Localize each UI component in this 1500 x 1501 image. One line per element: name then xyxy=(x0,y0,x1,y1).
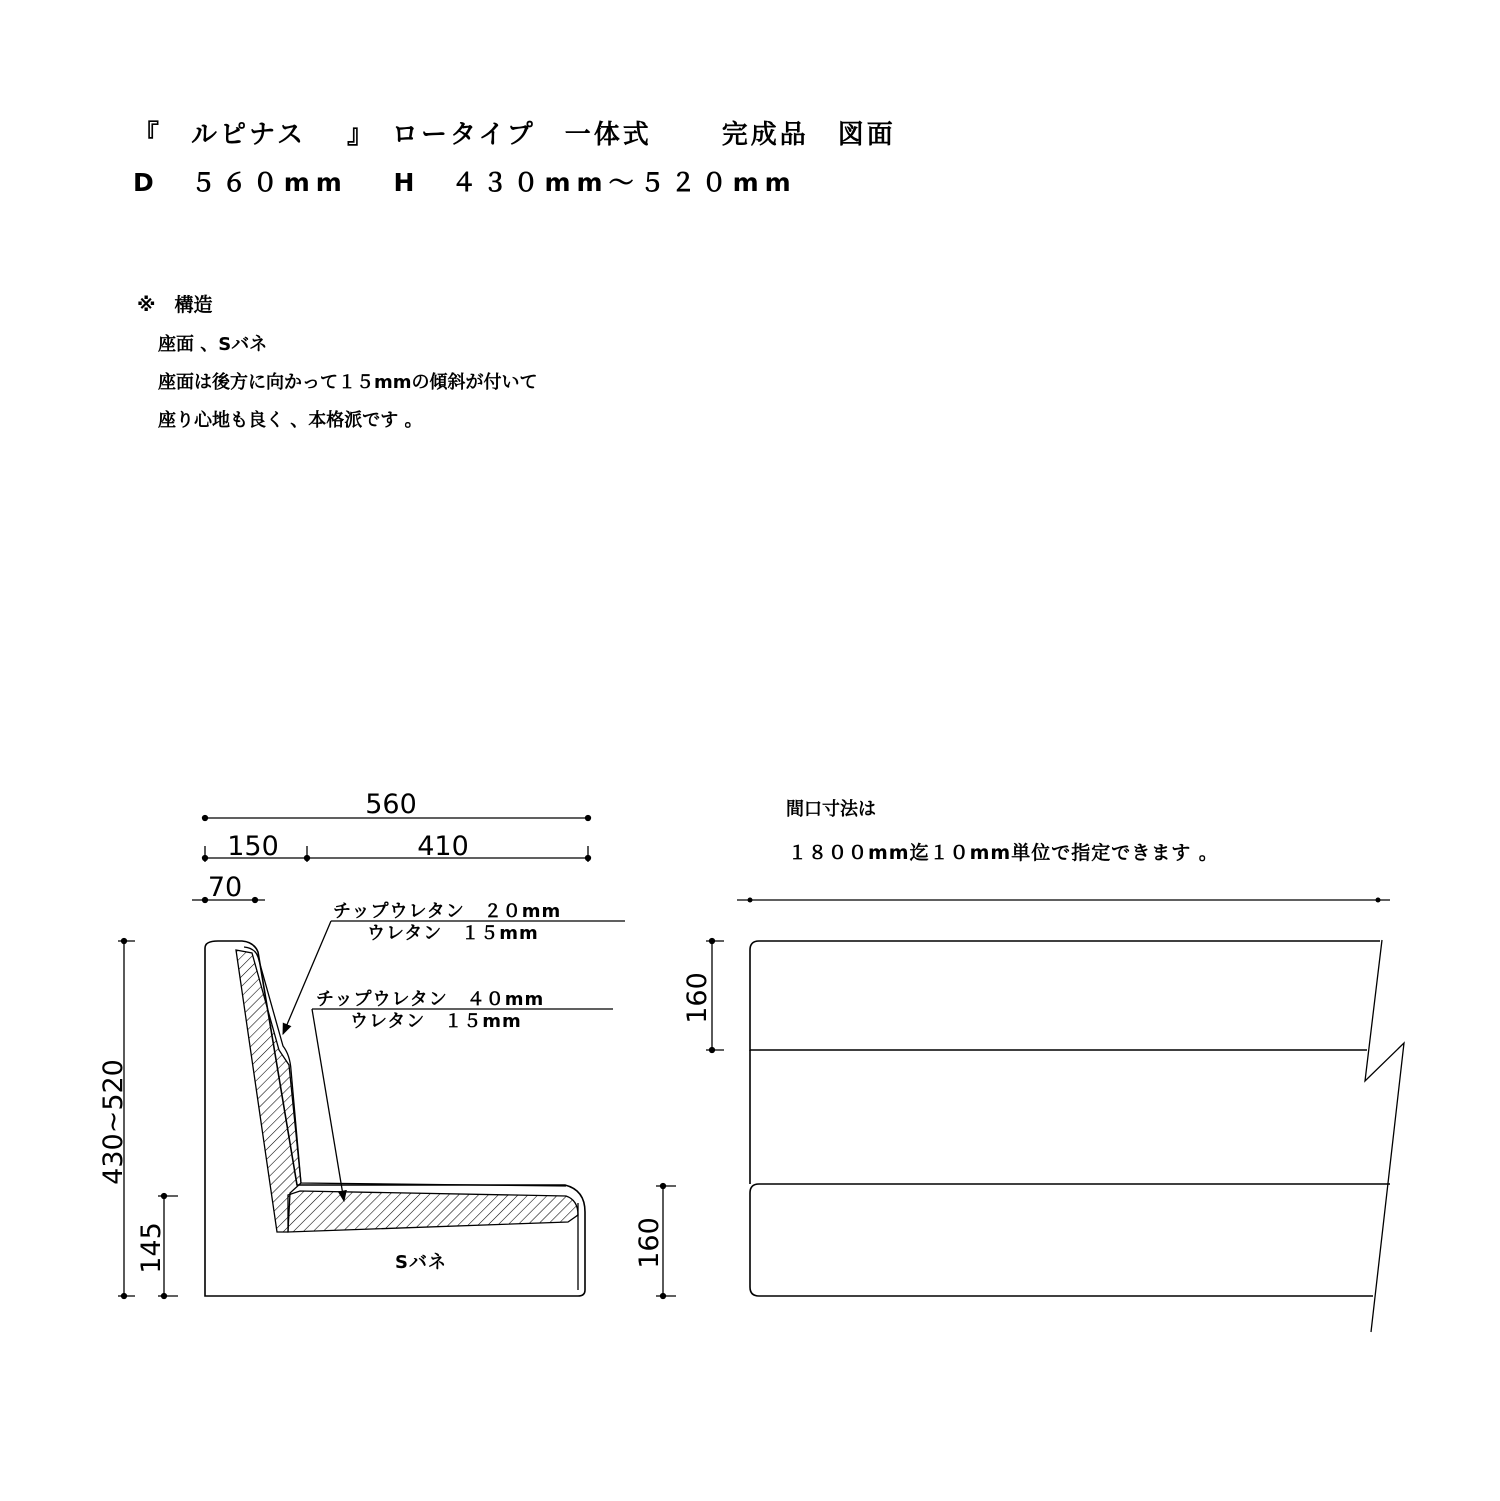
back-cushion-outline xyxy=(750,941,1380,1050)
seat-cushion-height-label: 160 xyxy=(634,1217,665,1269)
structure-item: 座面は後方に向かって１５mmの傾斜が付いて xyxy=(158,372,538,393)
back-top-label: 70 xyxy=(207,872,243,903)
seat-chip-urethane-label: チップウレタン ４０mm xyxy=(316,989,545,1010)
seat-urethane-label: ウレタン １５mm xyxy=(350,1011,522,1032)
overall-depth-label: 560 xyxy=(365,789,417,820)
height-label: 430~520 xyxy=(98,1059,129,1185)
callout-leaders xyxy=(283,921,625,1201)
width-note-title: 間口寸法は xyxy=(786,799,876,820)
structure-item: 座り心地も良く 、本格派です 。 xyxy=(158,410,423,431)
drawing-title: 『 ルピナス 』 ロータイプ 一体式 完成品 図面 xyxy=(133,120,896,150)
structure-heading: ※ 構造 xyxy=(137,294,213,316)
dimension-spec: D ５６０mm H ４３０mm～５２０mm xyxy=(133,168,797,197)
width-note-text: １８００mm迄１０mm単位で指定できます 。 xyxy=(788,842,1219,864)
break-line xyxy=(1365,940,1404,1332)
front-view xyxy=(737,898,1404,1333)
seat-depth-label: 410 xyxy=(417,831,469,862)
structure-item: 座面 、Sバネ xyxy=(158,334,268,355)
s-spring-label: Sバネ xyxy=(395,1252,447,1273)
back-urethane-label: ウレタン １５mm xyxy=(367,923,539,944)
back-chip-urethane-label: チップウレタン ２０mm xyxy=(333,901,562,922)
back-cushion-height-label: 160 xyxy=(682,972,713,1024)
seat-cushion-outline xyxy=(750,1184,1390,1296)
seat-base-label: 145 xyxy=(136,1222,167,1274)
seat-padding-hatch xyxy=(288,1191,578,1232)
back-depth-label: 150 xyxy=(227,831,279,862)
